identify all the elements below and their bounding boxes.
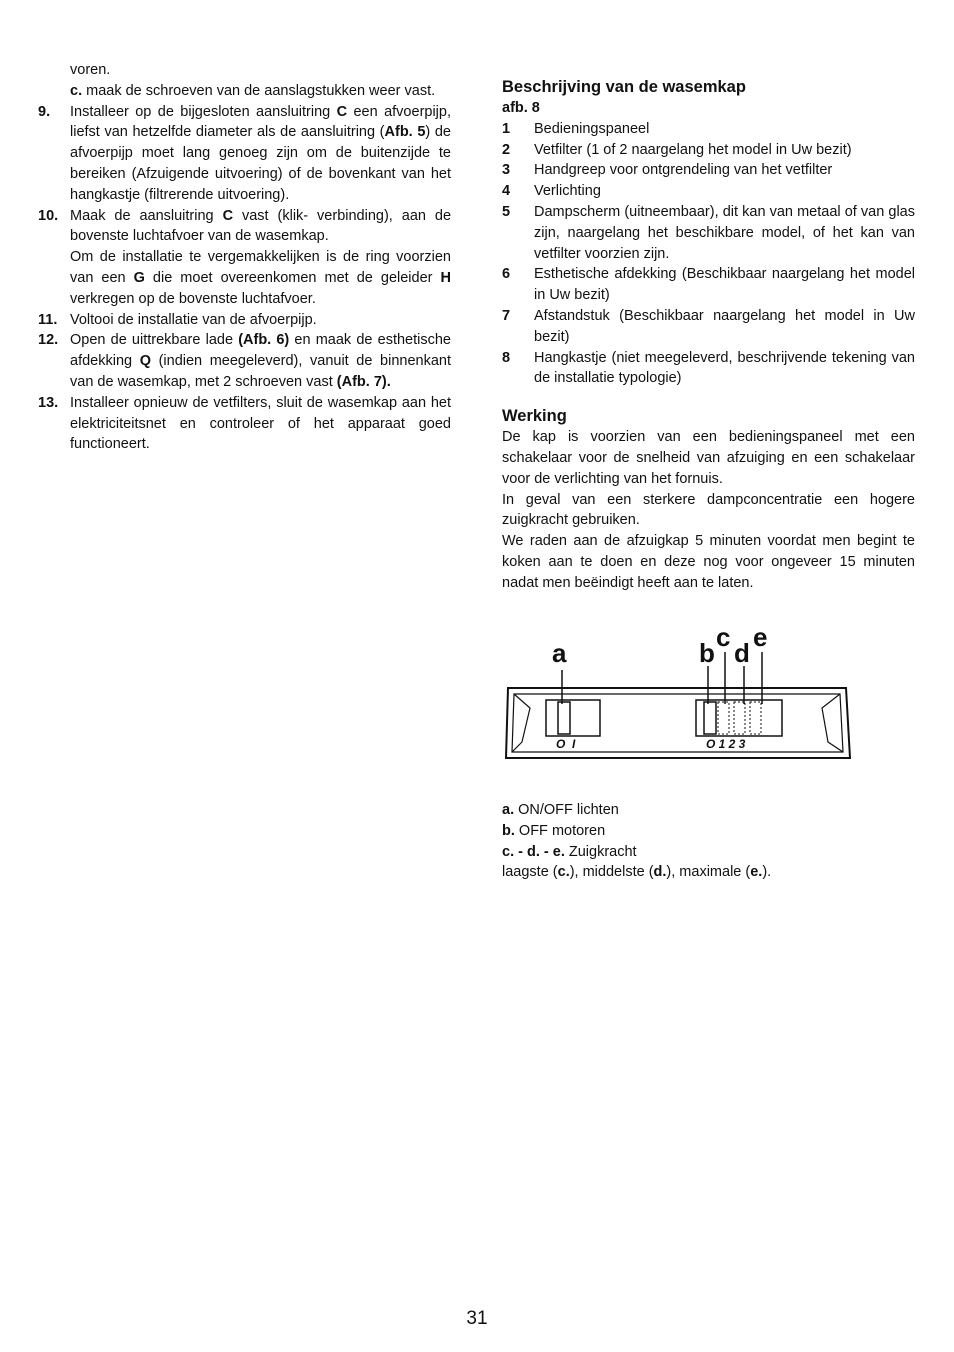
part-item <box>502 202 915 264</box>
step-c-letter: c. <box>70 82 83 99</box>
legend-levels-mid2: ), maximale ( <box>666 864 751 881</box>
legend-a-key: a. <box>502 802 515 818</box>
text-fragment: Om de installatie te vergemakkelijken is de ring voorzien van een <box>70 249 451 286</box>
page-number: 31 <box>466 1308 488 1329</box>
left-column <box>38 60 451 455</box>
legend-cde-key: c. - d. - e. <box>502 843 565 860</box>
part-item <box>502 119 915 140</box>
diagram-legend <box>502 800 771 883</box>
part-number: 6 <box>502 266 511 283</box>
text-fragment: verkregen op de bovenste luchtafvoer. <box>70 290 316 307</box>
intro-step-c <box>38 81 451 102</box>
legend-levels <box>502 862 771 883</box>
operation-paragraph: We raden aan de afzuigkap 5 minuten voordat men begint te koken aan te doen en deze nog voor ongeveer 15 minuten nadat men beëindigt heeft aan te laten. <box>502 533 915 591</box>
legend-a <box>502 800 771 821</box>
bold-fragment: C <box>222 207 234 224</box>
step-c-text: maak de schroeven van de aanslagstukken weer vast. <box>82 82 436 99</box>
legend-levels-mid1: ), middelste ( <box>569 864 654 881</box>
step-item <box>38 393 451 455</box>
legend-b-text: OFF motoren <box>514 822 606 839</box>
part-number: 3 <box>502 162 511 179</box>
text-fragment: Installeer op de bijgesloten aansluitring <box>70 103 337 120</box>
legend-level-e: e. <box>750 864 763 881</box>
parts-list <box>502 119 915 389</box>
speed-key-1 <box>718 702 729 734</box>
part-item <box>502 348 915 390</box>
step-text <box>70 330 451 392</box>
part-item <box>502 264 915 306</box>
legend-levels-post: ). <box>762 864 772 881</box>
step-item <box>38 330 451 392</box>
legend-level-c: c. <box>557 864 570 881</box>
text-fragment: Open de uittrekbare lade <box>70 332 239 349</box>
light-switch-housing <box>546 700 600 736</box>
callout-label-a: a <box>552 638 567 668</box>
part-number: 8 <box>502 349 511 366</box>
part-description: Dampscherm (uitneembaar), dit kan van metaal of van glas zijn, naargelang het beschikbare model, of het kan van vetfilter voorzien zijn. <box>534 203 915 262</box>
step-number: 11. <box>38 311 58 328</box>
legend-a-text: ON/OFF lichten <box>514 802 619 818</box>
step-text <box>70 102 451 206</box>
speed-key-2 <box>734 702 745 734</box>
motor-switch-off-key <box>704 702 716 734</box>
legend-cde <box>502 842 771 863</box>
callout-label-b: b <box>699 638 715 668</box>
callout-label-d: d <box>734 638 750 668</box>
callout-label-e: e <box>753 622 768 652</box>
step-number: 9. <box>38 103 51 120</box>
step-note <box>70 247 451 309</box>
panel-left-bevel <box>512 694 530 752</box>
step-text <box>70 310 451 331</box>
legend-levels-pre: laagste ( <box>502 864 558 881</box>
step-item <box>38 206 451 310</box>
step-text <box>70 393 451 455</box>
installation-steps <box>38 102 451 456</box>
text-fragment: die moet overeenkomen met de geleider <box>144 269 441 286</box>
legend-cde-text: Zuigkracht <box>564 843 637 860</box>
text-fragment: Maak de aansluitring <box>70 207 223 224</box>
bold-fragment: H <box>440 269 451 286</box>
figure-reference: afb. 8 <box>502 100 540 116</box>
section-title-description: Beschrijving van de wasemkap <box>502 78 746 96</box>
legend-b <box>502 821 771 842</box>
part-number: 7 <box>502 307 511 324</box>
bold-fragment: (Afb. 6) <box>238 332 290 349</box>
part-number: 1 <box>502 120 511 137</box>
light-switch-rocker <box>558 702 570 734</box>
step-item <box>38 310 451 331</box>
operation-paragraph: In geval van een sterkere dampconcentratie een hogere zuigkracht gebruiken. <box>502 491 915 529</box>
text-fragment: (indien meegeleverd), vanuit de binnenkant van de wasemkap, met 2 schroeven vast <box>70 353 451 390</box>
part-item <box>502 306 915 348</box>
part-description: Vetfilter (1 of 2 naargelang het model in Uw bezit) <box>534 141 852 158</box>
bold-fragment: (Afb. 7). <box>336 373 391 390</box>
step-number: 12. <box>38 332 59 349</box>
section-title-operation: Werking <box>502 407 567 426</box>
speed-key-3 <box>750 702 761 734</box>
text-fragment: Voltooi de installatie van de afvoerpijp. <box>70 311 317 328</box>
right-column <box>502 60 915 594</box>
text-fragment: Installeer opnieuw de vetfilters, sluit de wasemkap aan het elektriciteitsnet en controleer of het apparaat goed functioneert. <box>70 394 451 453</box>
motor-switch-marks: O 1 2 3 <box>706 737 746 751</box>
bold-fragment: C <box>336 103 348 120</box>
part-description: Bedieningspaneel <box>534 120 650 137</box>
control-panel-diagram <box>500 622 856 764</box>
step-text <box>70 206 451 248</box>
callout-label-c: c <box>716 622 731 652</box>
bold-fragment: Afb. 5 <box>384 124 426 141</box>
part-description: Afstandstuk (Beschikbaar naargelang het model in Uw bezit) <box>534 307 915 345</box>
part-item <box>502 160 915 181</box>
part-number: 4 <box>502 183 511 200</box>
part-description: Esthetische afdekking (Beschikbaar naargelang het model in Uw bezit) <box>534 266 915 304</box>
step-number: 13. <box>38 394 59 411</box>
text-fragment: een afvoerpijp, liefst van hetzelfde diameter als de aansluitring ( <box>70 103 451 141</box>
text-fragment: vast (klik- verbinding), aan de bovenste luchtafvoer van de wasemkap. <box>70 207 452 245</box>
bold-fragment: Q <box>139 353 151 370</box>
part-item <box>502 181 915 202</box>
part-item <box>502 140 915 161</box>
legend-b-key: b. <box>502 822 515 839</box>
legend-level-d: d. <box>653 864 667 881</box>
part-description: Verlichting <box>534 183 601 200</box>
part-number: 2 <box>502 141 511 158</box>
operation-paragraphs <box>502 427 915 593</box>
part-description: Hangkastje (niet meegeleverd, beschrijvende tekening van de installatie typologie) <box>534 349 915 387</box>
text-fragment: en maak de esthetische afdekking <box>70 332 451 370</box>
part-number: 5 <box>502 203 511 220</box>
bold-fragment: G <box>133 269 145 286</box>
operation-paragraph: De kap is voorzien van een bedieningspaneel met een schakelaar voor de snelheid van afzuiging en een schakelaar voor de verlichting van het fornuis. <box>502 429 915 487</box>
part-description: Handgreep voor ontgrendeling van het vetfilter <box>534 162 833 179</box>
intro-line: voren. <box>70 62 111 78</box>
text-fragment: ) de afvoerpijp moet lang genoeg zijn om de buitenzijde te bereiken (Afzuigende uitvoering) of de bovenkant van het hangkastje (filtrerende uitvoering). <box>70 124 451 203</box>
step-item <box>38 102 451 206</box>
step-number: 10. <box>38 207 59 224</box>
light-switch-marks: O I <box>556 737 576 751</box>
